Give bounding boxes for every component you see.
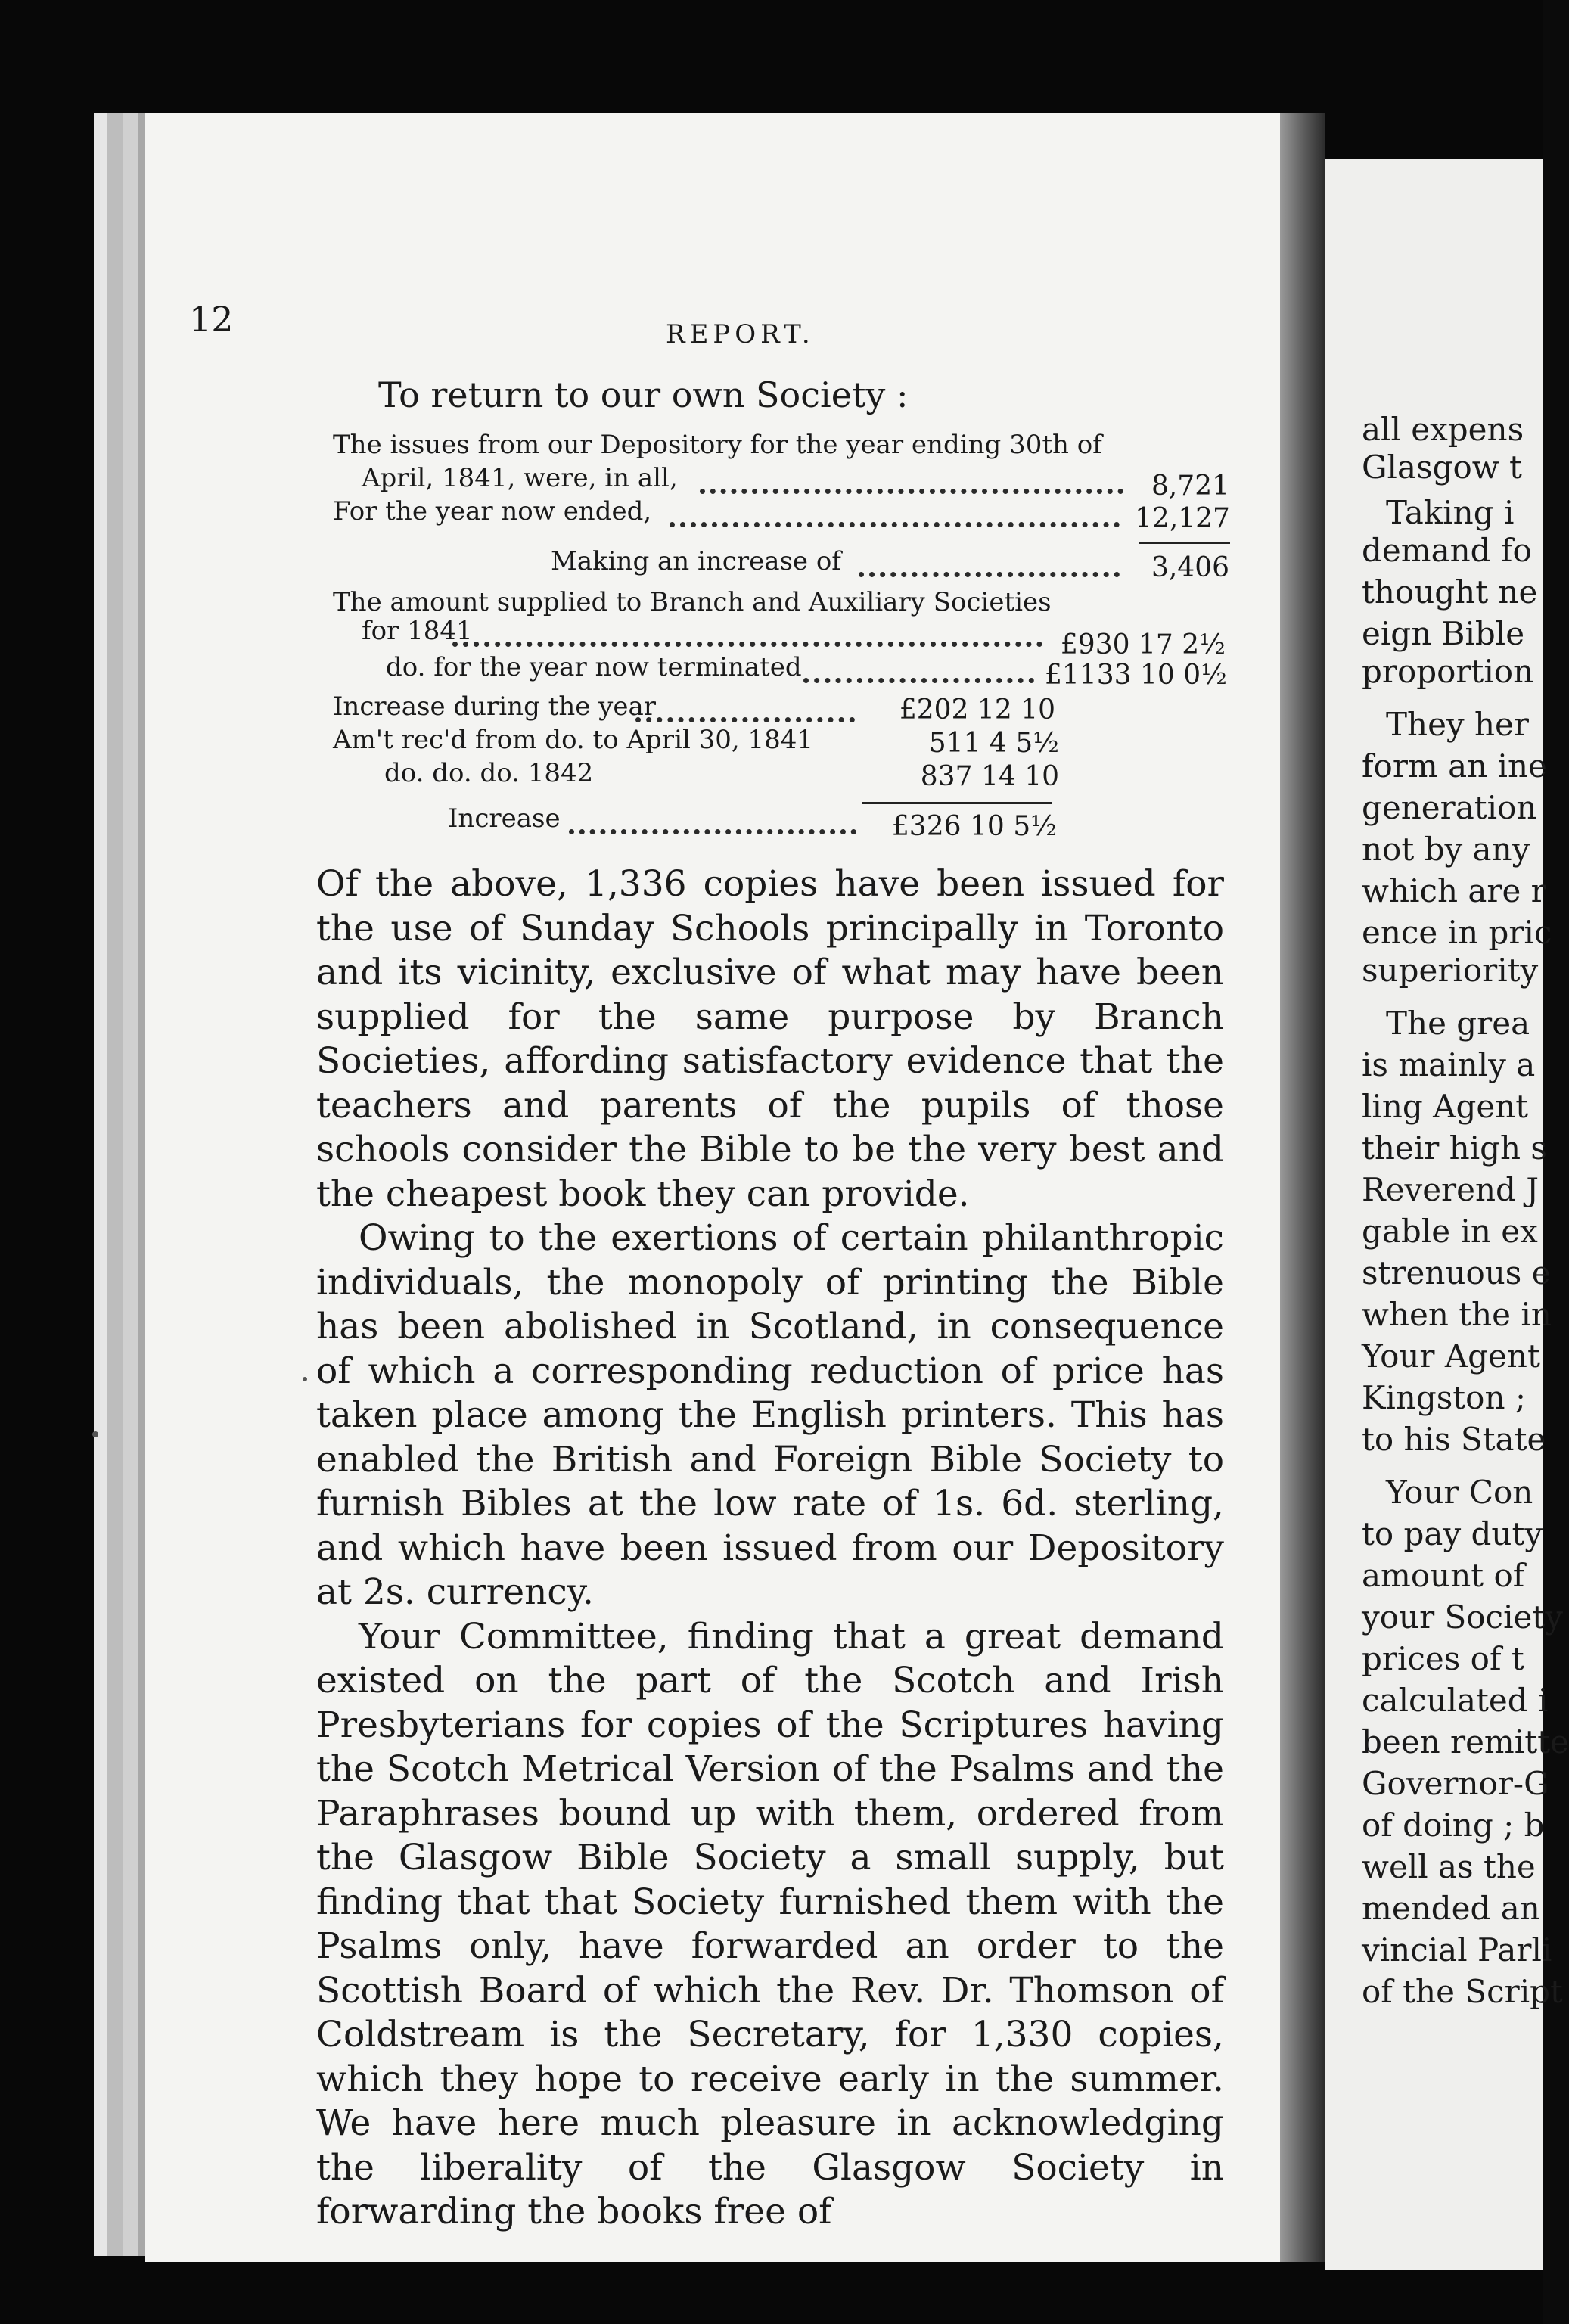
facing-page-line: to his State (1362, 1421, 1546, 1458)
supplied-value-1: £930 17 2½ (1060, 629, 1226, 660)
facing-page-line: proportion (1362, 653, 1534, 690)
book-gutter (1280, 113, 1325, 2262)
facing-page-line: is mainly a (1362, 1046, 1536, 1083)
amount-received-value: 511 4 5½ (928, 728, 1059, 759)
leader-dots (700, 484, 1123, 494)
intro-line: To return to our own Society : (378, 374, 909, 415)
facing-page-line: strenuous e (1362, 1254, 1551, 1291)
leader-dots (670, 517, 1120, 527)
scan-speck (303, 1377, 307, 1381)
sum-rule (1139, 542, 1230, 544)
facing-page-line: Taking i (1386, 494, 1515, 531)
facing-page-line: when the in (1362, 1296, 1552, 1333)
facing-page-line: The grea (1386, 1005, 1530, 1042)
paragraph-committee: Your Committee, finding that a great demand existed on the part of the Scotch and Irish Presbyterians for copies of the Scriptures having the Scotch Metrical Version of the Psalms and the Paraphrases bound up with them, ordered from the Glasgow Bible Society a small supply, but finding that that Society furnished them with the Psalms only, have forwarded an order to the Scottish Board of which the Rev. Dr. Thomson of Coldstream is the Secretary, for 1,330 copies, which they hope to receive early in the summer. We have here much pleasure in acknowledging the liberality of the Glasgow Society in forwarding the books free of (316, 1615, 1224, 2232)
leader-dots (635, 713, 855, 722)
facing-page-line: ence in pric (1362, 914, 1552, 951)
facing-page-line: vincial Parli (1362, 1931, 1552, 1968)
facing-page-line: well as the (1362, 1848, 1536, 1885)
facing-page-line: Kingston ; (1362, 1379, 1527, 1416)
amount-received-label: Am't rec'd from do. to April 30, 1841 (333, 725, 814, 755)
page-number: 12 (189, 299, 234, 340)
facing-page-line: demand fo (1362, 532, 1532, 569)
book-edge (123, 113, 138, 2256)
facing-page-line: generation (1362, 789, 1537, 826)
book-edge (94, 113, 107, 2256)
issues-value-2: 12,127 (1135, 503, 1230, 534)
facing-page-line: their high s (1362, 1129, 1547, 1167)
facing-page-line: Glasgow t (1362, 449, 1522, 486)
facing-page-line: prices of t (1362, 1640, 1524, 1677)
body-text (316, 862, 1224, 2235)
issues-value-3: 3,406 (1151, 552, 1229, 583)
facing-page-line: form an ine (1362, 747, 1547, 785)
facing-page-line: been remitte (1362, 1723, 1569, 1760)
facing-page-line: your Society (1362, 1599, 1563, 1636)
paragraph-monopoly: Owing to the exertions of certain philanthropic individuals, the monopoly of printing the Bible has been abolished in Scotland, in consequence of which a corresponding reduction of price has taken place among the English printers. This has enabled the British and Foreign Bible Society to furnish Bibles at the low rate of 1s. 6d. sterling, and which have been issued from our Depository at 2s. currency. (316, 1217, 1224, 1613)
issues-line-1: The issues from our Depository for the year ending 30th of (333, 430, 1102, 460)
issues-line-3: For the year now ended, (333, 496, 652, 527)
issues-line-4: Making an increase of (551, 546, 841, 576)
leader-dots (859, 567, 1120, 577)
leader-dots (452, 637, 1042, 647)
facing-page-line: mended an (1362, 1890, 1540, 1927)
facing-page-line: Your Con (1386, 1474, 1533, 1511)
book-edge (107, 113, 123, 2256)
leader-dots (803, 673, 1034, 683)
facing-page-line: thought ne (1362, 573, 1538, 611)
supplied-line-2: for 1841 (362, 616, 473, 646)
issues-value-1: 8,721 (1151, 471, 1229, 502)
book-edge (138, 113, 145, 2256)
facing-page-line: all expens (1362, 411, 1524, 448)
scan-speck (92, 1431, 98, 1437)
running-head: REPORT. (666, 319, 815, 350)
increase-year-value: £202 12 10 (899, 694, 1055, 725)
increase-label: Increase (448, 803, 561, 834)
facing-page-line: of the Script (1362, 1973, 1563, 2010)
sum-rule (862, 802, 1052, 804)
increase-year-label: Increase during the year (333, 691, 656, 722)
amount-received-1842-label: do. do. do. 1842 (384, 758, 594, 788)
supplied-line-1: The amount supplied to Branch and Auxiliary Societies (333, 587, 1052, 617)
facing-page-line: which are r (1362, 872, 1546, 909)
facing-page-line: amount of (1362, 1557, 1525, 1594)
amount-received-1842-value: 837 14 10 (920, 761, 1059, 792)
facing-page-line: Reverend J (1362, 1171, 1539, 1208)
increase-value: £326 10 5½ (891, 811, 1057, 842)
facing-page-line: Your Agent (1362, 1338, 1540, 1375)
facing-page-line: calculated i (1362, 1682, 1549, 1719)
facing-page-line: They her (1386, 706, 1529, 743)
leader-dots (569, 825, 856, 834)
facing-page-line: eign Bible (1362, 615, 1525, 652)
facing-page-line: to pay duty (1362, 1515, 1543, 1552)
facing-page-line: Governor-G (1362, 1765, 1549, 1802)
facing-page-line: of doing ; b (1362, 1807, 1545, 1844)
facing-page-line: gable in ex (1362, 1213, 1538, 1250)
supplied-line-3: do. for the year now terminated (386, 652, 802, 682)
supplied-value-2: £1133 10 0½ (1044, 660, 1227, 691)
facing-page-line: ling Agent (1362, 1088, 1529, 1125)
paragraph-sunday-schools: Of the above, 1,336 copies have been issued for the use of Sunday Schools principally in Toronto and its vicinity, exclusive of what may have been supplied for the same purpose by Branch Societies, affording satisfactory evidence that the teachers and parents of the pupils of those schools consider the Bible to be the very best and the cheapest book they can provide. (316, 863, 1224, 1215)
issues-line-2: April, 1841, were, in all, (362, 463, 678, 493)
facing-page-line: superiority (1362, 952, 1539, 989)
facing-page-line: not by any (1362, 831, 1530, 868)
